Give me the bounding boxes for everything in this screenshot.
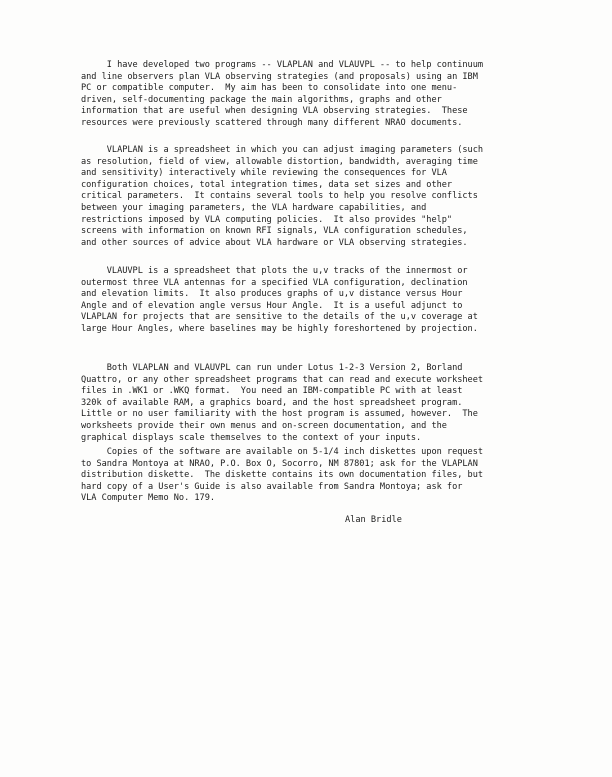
paragraph-text: VLAUVPL is a spreadsheet that plots the u,v tracks of the innermost or outermost three VLA antennas for a specified VLA configuration, declination and elevation limits. It also produces graphs of u,v distance versus Hour Angle and of elevation angle versus Hour Angle. It is a useful adjunct to VLAPLAN for projects that are sensitive to the details of the u,v coverage at large Hour Angles, where baselines may be highly foreshortened by projection.: [81, 266, 478, 334]
paragraph-text: Copies of the software are available on 5-1/4 inch diskettes upon request to Sandra Montoya at NRAO, P.O. Box O, Socorro, NM 87801; ask for the VLAPLAN distribution diskette. The diskette contains its own documentation files, but hard copy of a User's Guide is also available from Sandra Montoya; ask for VLA Computer Memo No. 179.: [81, 447, 484, 504]
paragraph-text: VLAPLAN is a spreadsheet in which you can adjust imaging parameters (such as resolution, field of view, allowable distortion, bandwidth, averaging time and sensitivity) interactively while reviewing the consequences for VLA configuration choices, total integration times, data set sizes and other critical parameters. It contains several tools to help you resolve conflicts between your imaging parameters, the VLA hardware capabilities, and restrictions imposed by VLA computing policies. It also provides "help" screens with information on known RFI signals, VLA configuration schedules, and other sources of advice about VLA hardware or VLA observing strategies.: [81, 145, 484, 248]
paragraph-text: I have developed two programs -- VLAPLAN and VLAUVPL -- to help continuum and line observers plan VLA observing strategies (and proposals) using an IBM PC or compatible computer. My aim has been to consolidate into one menu- driven, self-documenting package the main algorithms, graphs and other information that are useful when designing VLA observing strategies. These resources were previously scattered through many different NRAO documents.: [81, 60, 484, 128]
paragraph-overview: [81, 60, 535, 130]
paragraph-vlauvpl: [81, 266, 535, 336]
paragraph-availability: [81, 447, 535, 505]
paragraph-text: Both VLAPLAN and VLAUVPL can run under Lotus 1-2-3 Version 2, Borland Quattro, or any other spreadsheet programs that can read and execute worksheet files in .WK1 or .WKQ format. You need an IBM-compatible PC with at least 320k of available RAM, a graphics board, and the host spreadsheet program. Little or no user familiarity with the host program is assumed, however. The worksheets provide their own menus and on-screen documentation, and the graphical displays scale themselves to the context of your inputs.: [81, 363, 484, 443]
signature: Alan Bridle: [345, 515, 402, 525]
paragraph-vlaplan: [81, 145, 535, 249]
paragraph-requirements: [81, 363, 535, 444]
